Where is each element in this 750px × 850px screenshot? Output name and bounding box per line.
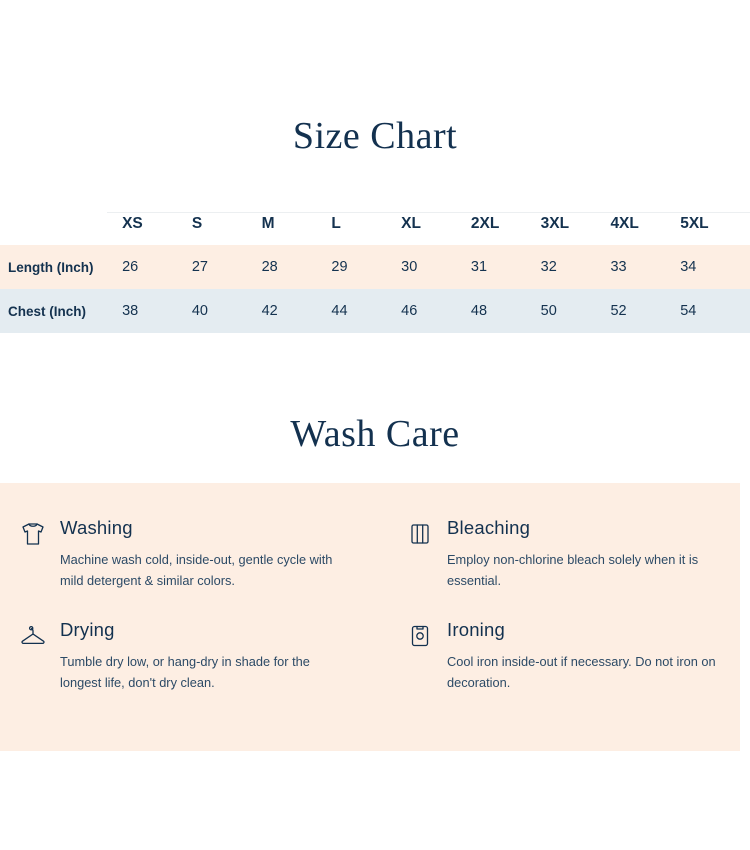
column-header-xs: XS xyxy=(122,203,192,245)
table-row-chest xyxy=(0,289,750,333)
length-5xl: 34 xyxy=(680,245,750,289)
table-top-divider xyxy=(107,212,750,213)
care-text-ironing xyxy=(447,619,720,693)
care-text-washing xyxy=(60,517,359,591)
page-title-wash-care: Wash Care xyxy=(290,412,460,455)
column-header-xl: XL xyxy=(401,203,471,245)
care-item-washing xyxy=(18,517,379,591)
care-body-bleaching: Employ non-chlorine bleach solely when it is essential. xyxy=(447,551,699,589)
chest-4xl: 52 xyxy=(610,289,680,333)
chest-5xl: 54 xyxy=(680,289,750,333)
column-header-2xl: 2XL xyxy=(471,203,541,245)
size-chart-table xyxy=(0,203,750,333)
chest-s: 40 xyxy=(192,289,262,333)
length-2xl: 31 xyxy=(471,245,541,289)
care-item-ironing xyxy=(379,619,740,693)
column-header-5xl: 5XL xyxy=(680,203,750,245)
wash-care-panel xyxy=(0,483,740,751)
row-label-chest: Chest (Inch) xyxy=(0,289,122,333)
table-header-row xyxy=(0,203,750,245)
care-item-bleaching xyxy=(379,517,740,591)
length-l: 29 xyxy=(331,245,401,289)
length-m: 28 xyxy=(262,245,332,289)
care-heading-washing: Washing xyxy=(60,516,133,538)
size-chart-table-wrapper xyxy=(0,203,750,333)
care-text-bleaching xyxy=(447,517,720,591)
chest-l: 44 xyxy=(331,289,401,333)
care-heading-ironing: Ironing xyxy=(447,619,505,641)
chest-xs: 38 xyxy=(122,289,192,333)
iron-icon xyxy=(405,621,435,651)
table-row-length xyxy=(0,245,750,289)
column-header-s: S xyxy=(192,203,262,245)
chest-2xl: 48 xyxy=(471,289,541,333)
column-header-m: M xyxy=(262,203,332,245)
column-header-l: L xyxy=(331,203,401,245)
column-header-3xl: 3XL xyxy=(541,203,611,245)
table-header-blank xyxy=(0,203,122,245)
tshirt-icon xyxy=(18,519,48,549)
chest-3xl: 50 xyxy=(541,289,611,333)
care-text-drying xyxy=(60,619,359,693)
page-title-size-chart: Size Chart xyxy=(292,115,458,158)
length-4xl: 33 xyxy=(610,245,680,289)
care-item-drying xyxy=(18,619,379,693)
bleach-bottle-icon xyxy=(405,519,435,549)
row-label-length: Length (Inch) xyxy=(0,245,122,289)
size-and-care-page xyxy=(0,25,750,850)
length-s: 27 xyxy=(192,245,262,289)
chest-m: 42 xyxy=(262,289,332,333)
length-xs: 26 xyxy=(122,245,192,289)
wash-care-grid xyxy=(0,517,740,693)
care-heading-drying: Drying xyxy=(60,619,115,641)
care-body-washing: Machine wash cold, inside-out, gentle cycle with mild detergent & similar colors. xyxy=(60,551,333,589)
hanger-icon xyxy=(18,621,48,651)
care-body-drying: Tumble dry low, or hang-dry in shade for the longest life, don't dry clean. xyxy=(60,654,310,691)
care-body-ironing: Cool iron inside-out if necessary. Do not iron on decoration. xyxy=(447,654,716,691)
chest-xl: 46 xyxy=(401,289,471,333)
length-xl: 30 xyxy=(401,245,471,289)
care-heading-bleaching: Bleaching xyxy=(447,516,531,538)
column-header-4xl: 4XL xyxy=(610,203,680,245)
length-3xl: 32 xyxy=(541,245,611,289)
